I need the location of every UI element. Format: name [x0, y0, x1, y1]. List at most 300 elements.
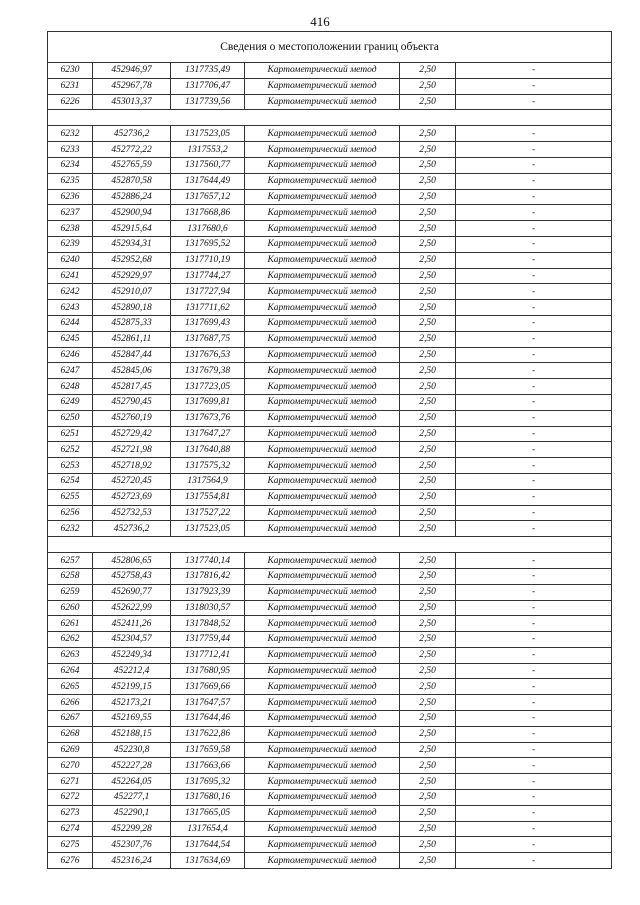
method-cell: Картометрический метод [245, 600, 400, 616]
table-row [48, 632, 612, 648]
y-coordinate-cell: 1317644,49 [171, 173, 245, 189]
table-row [48, 679, 612, 695]
point-number-cell: 6257 [48, 553, 93, 569]
table-row [48, 726, 612, 742]
description-cell: - [456, 742, 612, 758]
x-coordinate-cell: 452729,42 [93, 426, 171, 442]
table-row [48, 695, 612, 711]
page-number: 416 [310, 14, 330, 29]
description-cell: - [456, 221, 612, 237]
table-row [48, 584, 612, 600]
precision-cell: 2,50 [400, 173, 456, 189]
method-cell: Картометрический метод [245, 347, 400, 363]
description-cell: - [456, 521, 612, 537]
y-coordinate-cell: 1317759,44 [171, 632, 245, 648]
y-coordinate-cell: 1317622,86 [171, 726, 245, 742]
description-cell: - [456, 363, 612, 379]
precision-cell: 2,50 [400, 94, 456, 110]
y-coordinate-cell: 1317710,19 [171, 252, 245, 268]
table-row [48, 189, 612, 205]
description-cell: - [456, 236, 612, 252]
point-number-cell: 6250 [48, 410, 93, 426]
method-cell: Картометрический метод [245, 790, 400, 806]
point-number-cell: 6256 [48, 505, 93, 521]
method-cell: Картометрический метод [245, 679, 400, 695]
point-number-cell: 6270 [48, 758, 93, 774]
description-cell: - [456, 442, 612, 458]
boundary-coordinates-table [47, 31, 612, 869]
table-row [48, 410, 612, 426]
y-coordinate-cell: 1317735,49 [171, 63, 245, 79]
table-row [48, 363, 612, 379]
table-row [48, 347, 612, 363]
precision-cell: 2,50 [400, 600, 456, 616]
table-row [48, 63, 612, 79]
precision-cell: 2,50 [400, 63, 456, 79]
precision-cell: 2,50 [400, 331, 456, 347]
point-number-cell: 6267 [48, 711, 93, 727]
point-number-cell: 6243 [48, 300, 93, 316]
point-number-cell: 6252 [48, 442, 93, 458]
description-cell: - [456, 805, 612, 821]
x-coordinate-cell: 452199,15 [93, 679, 171, 695]
x-coordinate-cell: 452765,59 [93, 157, 171, 173]
table-row [48, 647, 612, 663]
precision-cell: 2,50 [400, 426, 456, 442]
x-coordinate-cell: 452890,18 [93, 300, 171, 316]
precision-cell: 2,50 [400, 221, 456, 237]
description-cell: - [456, 268, 612, 284]
y-coordinate-cell: 1317695,52 [171, 236, 245, 252]
precision-cell: 2,50 [400, 442, 456, 458]
point-number-cell: 6236 [48, 189, 93, 205]
method-cell: Картометрический метод [245, 473, 400, 489]
method-cell: Картометрический метод [245, 331, 400, 347]
y-coordinate-cell: 1317663,66 [171, 758, 245, 774]
x-coordinate-cell: 452690,77 [93, 584, 171, 600]
table-title-row [48, 32, 612, 63]
table-row [48, 616, 612, 632]
table-row [48, 173, 612, 189]
point-number-cell: 6253 [48, 458, 93, 474]
y-coordinate-cell: 1317634,69 [171, 853, 245, 869]
precision-cell: 2,50 [400, 268, 456, 284]
table-row [48, 853, 612, 869]
y-coordinate-cell: 1317657,12 [171, 189, 245, 205]
x-coordinate-cell: 452952,68 [93, 252, 171, 268]
method-cell: Картометрический метод [245, 426, 400, 442]
y-coordinate-cell: 1318030,57 [171, 600, 245, 616]
x-coordinate-cell: 452169,55 [93, 711, 171, 727]
method-cell: Картометрический метод [245, 252, 400, 268]
y-coordinate-cell: 1317816,42 [171, 568, 245, 584]
method-cell: Картометрический метод [245, 63, 400, 79]
y-coordinate-cell: 1317695,32 [171, 774, 245, 790]
x-coordinate-cell: 452188,15 [93, 726, 171, 742]
y-coordinate-cell: 1317553,2 [171, 142, 245, 158]
point-number-cell: 6233 [48, 142, 93, 158]
precision-cell: 2,50 [400, 78, 456, 94]
precision-cell: 2,50 [400, 616, 456, 632]
table-row [48, 426, 612, 442]
method-cell: Картометрический метод [245, 205, 400, 221]
table-title: Сведения о местоположении границ объекта [48, 32, 612, 63]
x-coordinate-cell: 452723,69 [93, 489, 171, 505]
y-coordinate-cell: 1317523,05 [171, 521, 245, 537]
point-number-cell: 6274 [48, 821, 93, 837]
point-number-cell: 6231 [48, 78, 93, 94]
table-row [48, 94, 612, 110]
method-cell: Картометрический метод [245, 300, 400, 316]
description-cell: - [456, 63, 612, 79]
table-row [48, 379, 612, 395]
y-coordinate-cell: 1317680,95 [171, 663, 245, 679]
table-row [48, 821, 612, 837]
description-cell: - [456, 821, 612, 837]
point-number-cell: 6266 [48, 695, 93, 711]
point-number-cell: 6242 [48, 284, 93, 300]
method-cell: Картометрический метод [245, 853, 400, 869]
precision-cell: 2,50 [400, 284, 456, 300]
x-coordinate-cell: 452212,4 [93, 663, 171, 679]
point-number-cell: 6259 [48, 584, 93, 600]
method-cell: Картометрический метод [245, 505, 400, 521]
precision-cell: 2,50 [400, 726, 456, 742]
y-coordinate-cell: 1317711,62 [171, 300, 245, 316]
description-cell: - [456, 774, 612, 790]
y-coordinate-cell: 1317680,6 [171, 221, 245, 237]
x-coordinate-cell: 453013,37 [93, 94, 171, 110]
method-cell: Картометрический метод [245, 647, 400, 663]
description-cell: - [456, 315, 612, 331]
y-coordinate-cell: 1317739,56 [171, 94, 245, 110]
x-coordinate-cell: 452910,07 [93, 284, 171, 300]
description-cell: - [456, 126, 612, 142]
precision-cell: 2,50 [400, 347, 456, 363]
x-coordinate-cell: 452249,34 [93, 647, 171, 663]
point-number-cell: 6249 [48, 394, 93, 410]
y-coordinate-cell: 1317923,39 [171, 584, 245, 600]
precision-cell: 2,50 [400, 790, 456, 806]
y-coordinate-cell: 1317659,58 [171, 742, 245, 758]
method-cell: Картометрический метод [245, 142, 400, 158]
description-cell: - [456, 616, 612, 632]
method-cell: Картометрический метод [245, 173, 400, 189]
table-row [48, 315, 612, 331]
x-coordinate-cell: 452304,57 [93, 632, 171, 648]
method-cell: Картометрический метод [245, 363, 400, 379]
x-coordinate-cell: 452264,05 [93, 774, 171, 790]
precision-cell: 2,50 [400, 805, 456, 821]
point-number-cell: 6251 [48, 426, 93, 442]
method-cell: Картометрический метод [245, 94, 400, 110]
table-row [48, 711, 612, 727]
precision-cell: 2,50 [400, 632, 456, 648]
x-coordinate-cell: 452817,45 [93, 379, 171, 395]
y-coordinate-cell: 1317744,27 [171, 268, 245, 284]
description-cell: - [456, 379, 612, 395]
x-coordinate-cell: 452875,33 [93, 315, 171, 331]
table-row [48, 284, 612, 300]
x-coordinate-cell: 452299,28 [93, 821, 171, 837]
y-coordinate-cell: 1317665,05 [171, 805, 245, 821]
table-row [48, 205, 612, 221]
point-number-cell: 6265 [48, 679, 93, 695]
y-coordinate-cell: 1317644,46 [171, 711, 245, 727]
table-row [48, 553, 612, 569]
point-number-cell: 6240 [48, 252, 93, 268]
x-coordinate-cell: 452227,28 [93, 758, 171, 774]
y-coordinate-cell: 1317523,05 [171, 126, 245, 142]
x-coordinate-cell: 452806,65 [93, 553, 171, 569]
y-coordinate-cell: 1317676,53 [171, 347, 245, 363]
description-cell: - [456, 632, 612, 648]
point-number-cell: 6245 [48, 331, 93, 347]
x-coordinate-cell: 452929,97 [93, 268, 171, 284]
x-coordinate-cell: 452760,19 [93, 410, 171, 426]
point-number-cell: 6269 [48, 742, 93, 758]
point-number-cell: 6244 [48, 315, 93, 331]
precision-cell: 2,50 [400, 821, 456, 837]
method-cell: Картометрический метод [245, 758, 400, 774]
precision-cell: 2,50 [400, 505, 456, 521]
method-cell: Картометрический метод [245, 236, 400, 252]
description-cell: - [456, 284, 612, 300]
point-number-cell: 6241 [48, 268, 93, 284]
table-row [48, 473, 612, 489]
description-cell: - [456, 695, 612, 711]
table-row [48, 236, 612, 252]
x-coordinate-cell: 452173,21 [93, 695, 171, 711]
y-coordinate-cell: 1317687,75 [171, 331, 245, 347]
description-cell: - [456, 252, 612, 268]
y-coordinate-cell: 1317654,4 [171, 821, 245, 837]
precision-cell: 2,50 [400, 300, 456, 316]
group-separator-cell [48, 110, 612, 126]
point-number-cell: 6258 [48, 568, 93, 584]
point-number-cell: 6237 [48, 205, 93, 221]
description-cell: - [456, 331, 612, 347]
y-coordinate-cell: 1317560,77 [171, 157, 245, 173]
description-cell: - [456, 78, 612, 94]
point-number-cell: 6234 [48, 157, 93, 173]
precision-cell: 2,50 [400, 711, 456, 727]
point-number-cell: 6230 [48, 63, 93, 79]
precision-cell: 2,50 [400, 157, 456, 173]
point-number-cell: 6255 [48, 489, 93, 505]
y-coordinate-cell: 1317706,47 [171, 78, 245, 94]
x-coordinate-cell: 452720,45 [93, 473, 171, 489]
y-coordinate-cell: 1317575,32 [171, 458, 245, 474]
precision-cell: 2,50 [400, 458, 456, 474]
x-coordinate-cell: 452790,45 [93, 394, 171, 410]
y-coordinate-cell: 1317679,38 [171, 363, 245, 379]
table-row [48, 758, 612, 774]
y-coordinate-cell: 1317564,9 [171, 473, 245, 489]
point-number-cell: 6275 [48, 837, 93, 853]
table-row [48, 142, 612, 158]
x-coordinate-cell: 452946,97 [93, 63, 171, 79]
point-number-cell: 6238 [48, 221, 93, 237]
method-cell: Картометрический метод [245, 379, 400, 395]
precision-cell: 2,50 [400, 584, 456, 600]
precision-cell: 2,50 [400, 647, 456, 663]
x-coordinate-cell: 452290,1 [93, 805, 171, 821]
point-number-cell: 6226 [48, 94, 93, 110]
precision-cell: 2,50 [400, 363, 456, 379]
description-cell: - [456, 300, 612, 316]
y-coordinate-cell: 1317647,57 [171, 695, 245, 711]
point-number-cell: 6272 [48, 790, 93, 806]
point-number-cell: 6276 [48, 853, 93, 869]
x-coordinate-cell: 452718,92 [93, 458, 171, 474]
description-cell: - [456, 600, 612, 616]
precision-cell: 2,50 [400, 521, 456, 537]
table-row [48, 837, 612, 853]
x-coordinate-cell: 452758,43 [93, 568, 171, 584]
y-coordinate-cell: 1317644,54 [171, 837, 245, 853]
y-coordinate-cell: 1317699,81 [171, 394, 245, 410]
x-coordinate-cell: 452900,94 [93, 205, 171, 221]
table-row [48, 394, 612, 410]
precision-cell: 2,50 [400, 142, 456, 158]
table-row [48, 300, 612, 316]
precision-cell: 2,50 [400, 410, 456, 426]
description-cell: - [456, 489, 612, 505]
method-cell: Картометрический метод [245, 726, 400, 742]
y-coordinate-cell: 1317673,76 [171, 410, 245, 426]
precision-cell: 2,50 [400, 189, 456, 205]
description-cell: - [456, 173, 612, 189]
method-cell: Картометрический метод [245, 157, 400, 173]
table-row [48, 600, 612, 616]
x-coordinate-cell: 452307,76 [93, 837, 171, 853]
description-cell: - [456, 426, 612, 442]
y-coordinate-cell: 1317727,94 [171, 284, 245, 300]
y-coordinate-cell: 1317554,81 [171, 489, 245, 505]
point-number-cell: 6263 [48, 647, 93, 663]
y-coordinate-cell: 1317668,86 [171, 205, 245, 221]
x-coordinate-cell: 452870,58 [93, 173, 171, 189]
precision-cell: 2,50 [400, 379, 456, 395]
method-cell: Картометрический метод [245, 78, 400, 94]
method-cell: Картометрический метод [245, 521, 400, 537]
description-cell: - [456, 711, 612, 727]
point-number-cell: 6248 [48, 379, 93, 395]
method-cell: Картометрический метод [245, 442, 400, 458]
table-row [48, 252, 612, 268]
point-number-cell: 6246 [48, 347, 93, 363]
description-cell: - [456, 157, 612, 173]
x-coordinate-cell: 452845,06 [93, 363, 171, 379]
method-cell: Картометрический метод [245, 742, 400, 758]
method-cell: Картометрический метод [245, 568, 400, 584]
point-number-cell: 6264 [48, 663, 93, 679]
point-number-cell: 6262 [48, 632, 93, 648]
table-row [48, 458, 612, 474]
y-coordinate-cell: 1317848,52 [171, 616, 245, 632]
point-number-cell: 6235 [48, 173, 93, 189]
method-cell: Картометрический метод [245, 805, 400, 821]
precision-cell: 2,50 [400, 315, 456, 331]
precision-cell: 2,50 [400, 679, 456, 695]
method-cell: Картометрический метод [245, 584, 400, 600]
precision-cell: 2,50 [400, 742, 456, 758]
method-cell: Картометрический метод [245, 821, 400, 837]
x-coordinate-cell: 452886,24 [93, 189, 171, 205]
description-cell: - [456, 837, 612, 853]
description-cell: - [456, 189, 612, 205]
precision-cell: 2,50 [400, 568, 456, 584]
description-cell: - [456, 679, 612, 695]
description-cell: - [456, 553, 612, 569]
precision-cell: 2,50 [400, 489, 456, 505]
method-cell: Картометрический метод [245, 315, 400, 331]
method-cell: Картометрический метод [245, 284, 400, 300]
method-cell: Картометрический метод [245, 268, 400, 284]
point-number-cell: 6273 [48, 805, 93, 821]
method-cell: Картометрический метод [245, 489, 400, 505]
point-number-cell: 6232 [48, 126, 93, 142]
description-cell: - [456, 790, 612, 806]
precision-cell: 2,50 [400, 126, 456, 142]
description-cell: - [456, 410, 612, 426]
x-coordinate-cell: 452967,78 [93, 78, 171, 94]
y-coordinate-cell: 1317680,16 [171, 790, 245, 806]
description-cell: - [456, 205, 612, 221]
precision-cell: 2,50 [400, 695, 456, 711]
method-cell: Картометрический метод [245, 663, 400, 679]
group-separator-row [48, 110, 612, 126]
precision-cell: 2,50 [400, 663, 456, 679]
precision-cell: 2,50 [400, 205, 456, 221]
x-coordinate-cell: 452277,1 [93, 790, 171, 806]
table-row [48, 568, 612, 584]
table-row [48, 442, 612, 458]
table-row [48, 790, 612, 806]
x-coordinate-cell: 452732,53 [93, 505, 171, 521]
table-row [48, 663, 612, 679]
method-cell: Картометрический метод [245, 553, 400, 569]
table-row [48, 505, 612, 521]
x-coordinate-cell: 452934,31 [93, 236, 171, 252]
y-coordinate-cell: 1317740,14 [171, 553, 245, 569]
method-cell: Картометрический метод [245, 189, 400, 205]
precision-cell: 2,50 [400, 837, 456, 853]
y-coordinate-cell: 1317640,88 [171, 442, 245, 458]
x-coordinate-cell: 452736,2 [93, 521, 171, 537]
description-cell: - [456, 853, 612, 869]
method-cell: Картометрический метод [245, 126, 400, 142]
point-number-cell: 6268 [48, 726, 93, 742]
description-cell: - [456, 663, 612, 679]
point-number-cell: 6247 [48, 363, 93, 379]
x-coordinate-cell: 452721,98 [93, 442, 171, 458]
y-coordinate-cell: 1317699,43 [171, 315, 245, 331]
method-cell: Картометрический метод [245, 221, 400, 237]
point-number-cell: 6271 [48, 774, 93, 790]
y-coordinate-cell: 1317712,41 [171, 647, 245, 663]
point-number-cell: 6254 [48, 473, 93, 489]
table-row [48, 742, 612, 758]
x-coordinate-cell: 452230,8 [93, 742, 171, 758]
table-row [48, 268, 612, 284]
description-cell: - [456, 726, 612, 742]
precision-cell: 2,50 [400, 473, 456, 489]
precision-cell: 2,50 [400, 774, 456, 790]
description-cell: - [456, 584, 612, 600]
table-row [48, 78, 612, 94]
